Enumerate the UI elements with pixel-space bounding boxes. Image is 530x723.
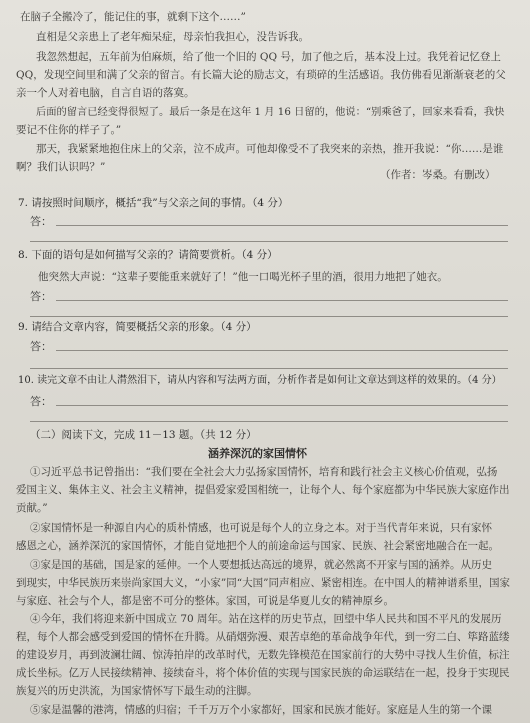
article-line: ④今年，我们将迎来新中国成立 70 周年。站在这样的历史节点，回望中华人民共和国不平凡的发展历 [30,613,502,625]
question-10: 10. 读完文章不由让人潸然泪下，请从内容和写法两方面，分析作者是如何让文章达到这样的效果的。（4 分） [18,375,502,386]
passage-line: 在脑子全搬冷了，能记住的事，就剩下这个……” [20,11,246,23]
question-7: 7. 请按照时间顺序，概括“我”与父亲之间的事情。（4 分） [18,197,289,209]
answer-label: 答： [30,340,52,353]
article-line: 爱国主义、集体主义、社会主义精神，提倡爱家爱国相统一，让每个人、每个家庭都为中华民族大家庭作出 [16,484,510,496]
passage-line: QQ，发现空间里和满了父亲的留言。有长篇大论的励志文，有琐碎的生活感语。我仿佛看见渐渐衰老的父 [16,69,506,81]
article-line: ⑤家是温馨的港湾，情感的归宿；千千万万个小家都好，国家和民族才能好。家庭是人生的第一个课 [30,704,492,716]
article-line: ③家是国的基础，国是家的延伸。一个人要想抵达高远的境界，就必然离不开家与国的涵养。从历史 [30,559,492,571]
article-line: ①习近平总书记曾指出：“我们要在全社会大力弘扬家国情怀，培育和践行社会主义核心价值观，弘扬 [30,466,498,478]
answer-line[interactable] [30,241,508,242]
article-line: ②家国情怀是一种源自内心的质朴情感，也可说是每个人的立身之本。对于当代青年来说，只有家怀 [30,522,492,534]
article-line: 族复兴的历史洪流，为国家情怀写下最生动的注脚。 [16,685,258,697]
question-8: 8. 下面的语句是如何描写父亲的？请简要赏析。（4 分） [18,249,278,261]
question-9: 9. 请结合文章内容，简要概括父亲的形象。（4 分） [18,321,257,333]
answer-label: 答： [30,395,52,408]
passage-line: 亲一个人对着电脑，自言自语的落寞。 [16,87,195,99]
author-credit: （作者：岑桑。有删改） [380,169,496,181]
answer-line[interactable] [30,316,508,317]
answer-line[interactable] [30,421,508,422]
section-header: （二）阅读下文，完成 11－13 题。（共 12 分） [30,429,257,441]
passage-line: 啊？我们认识吗？” [16,161,106,173]
article-line: 的建设岁月，再到波澜壮阔、惊涛拍岸的改革时代，无数先锋模范在国家前行的大势中寻找人生价值，标注 [16,649,510,661]
article-title: 涵养深沉的家国情怀 [208,447,307,460]
answer-label: 答： [30,290,52,303]
answer-line[interactable] [56,300,508,301]
question-8-quote: 他突然大声说：“这辈子要能重来就好了！”他一口喝光杯子里的酒，很用力地把了她衣。 [38,271,448,283]
article-line: 到现实，中华民族历来崇尚家国大义，“小家”同“大国”同声相应、紧密相连。在中国人的精神谱系里，国家 [16,577,510,589]
passage-line: 我忽然想起，五年前为伯麻烦，给了他一个旧的 QQ 号，加了他之后，基本没上过。我凭着记忆登上 [36,51,501,63]
answer-label: 答： [30,215,52,228]
answer-line[interactable] [56,350,508,351]
article-line: 感恩之心，涵养深沉的家国情怀，才能自觉地把个人的前途命运与国家、民族、社会紧密地融合在一起。 [16,540,499,552]
answer-line[interactable] [56,225,508,226]
answer-line[interactable] [30,368,508,369]
article-line: 贡献。” [16,502,48,514]
passage-line: 那天，我紧紧地抱住床上的父亲，泣不成声。可他却像受不了我突来的亲热，推开我说：“你……是谁 [36,143,504,155]
article-line: 程，每个人都会感受到爱国的情怀在升腾。从硝烟弥漫、艰苦卓绝的革命战争年代，到一穷二白、筚路蓝缕 [16,631,510,643]
article-line: 成长坐标。亿万人民接续精神、接续奋斗，将个体价值的实现与国家民族的命运联结在一起，投身于实现民 [16,667,510,679]
answer-line[interactable] [56,405,508,406]
passage-line: 后面的留言已经变得很短了。最后一条是在这年 1 月 16 日留的，他说：“别乘爸了，回家来看看，我快 [36,106,505,118]
passage-line: 要记不住你的样子了。” [16,124,122,136]
article-line: 与家庭、社会与个人，都是密不可分的整体。家国，可说是华夏儿女的精神原乡。 [16,595,394,607]
passage-line: 直相是父亲患上了老年痴呆症，母亲怕我担心，没告诉我。 [36,31,309,43]
